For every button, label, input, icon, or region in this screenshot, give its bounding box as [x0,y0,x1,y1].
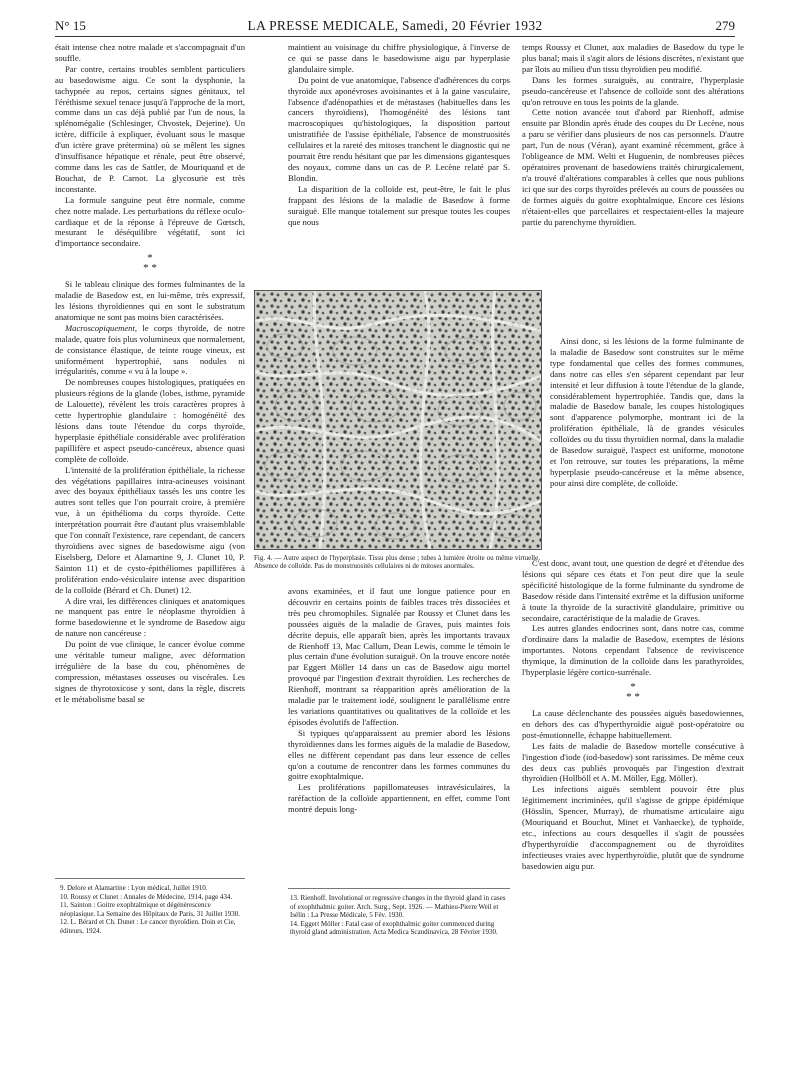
footnote: 12. L. Bérard et Ch. Dunet : Le cancer thyroïdien. Doin et Cie, éditeurs, 1924. [60,918,236,935]
paragraph: Si typiques qu'apparaissent au premier abord les lésions thyroïdiennes dans les formes aiguës de la maladie de Basedow, elles ne diffèrent cependant pas dans leur essence de celles qu'on a coutume de rencontrer dans les formes communes du goitre exophtalmique. [288,727,510,782]
footnote: 13. Rienhoff. Involutional or regressive changes in the thyroid gland in cases of exophthalmic goiter. Arch. Surg., Sept. 1926. — Mathieu-Pierre Weil et Isélin : La Presse Médicale, 5 Fév. 1930. [290,894,506,920]
column-middle-bottom [288,586,510,815]
journal-title: LA PRESSE MEDICALE, Samedi, 20 Février 1932 [247,18,543,33]
page-header [55,16,735,37]
paragraph: temps Roussy et Clunet, aux maladies de Basedow du type le plus banal; mais il s'agit alors de lésions discrètes, n'existant que par îlots au milieu d'un tissu thyroïdien peu modifié. [522,42,744,74]
paragraph: Par contre, certains troubles semblent particuliers au basedowisme aigu. Ce sont la dysphonie, la tachypnée au repos, certains signes génitaux, tel l'éréthisme sexuel tenace jusqu'à l'approche de la mort, comme dans un cas déjà publié par l'un de nous, la splénomégalie (Schlesinger, Chvostek, Dejerine). Un ictère, difficile à expliquer, évoluant sous le masque d'un ictère grave prétermina) où se mêlent les signes d'insuffisance hépatique et rénale, peut être observé, comme dans les cas de Sattler, de Mouriquand et de Bouchat, de P. Carnot. La glycosurie est très inconstante. [55,63,245,194]
footnote: 14. Eggert Möller : Fatal case of exophthalmic goiter commenced during thyroid gland administration. Acta Medica Scandinavica, 28 Février 1930. [290,919,498,937]
paragraph: Les autres glandes endocrines sont, dans notre cas, comme d'ordinaire dans la maladie de Basedow, exemptes de lésions importantes. Notons cependant l'absence de reviviscence thymique, la diminution de la colloïde dans les parathyroïdes, l'hyperplasie légère cortico-surrénale. [522,623,744,678]
paragraph: Du point de vue clinique, le cancer évolue comme une véritable tumeur maligne, avec déformation irrégulière de la base du cou, phénomènes de compression, métastases osseuses ou viscérales. Les signes de thyrotoxicose y sont, dans la règle, discrets et le métabolisme basal se [55,639,245,704]
paragraph: avons examinées, et il faut une longue patience pour en découvrir en certains points de faibles traces très dissociées et très peu chromophiles. Signalée par Roussy et Clunet dans les poussées aiguës de la maladie de Graves, puis maintes fois décrite depuis, elle apparaît bien, après les importants travaux de Rienhoff 13, Mac Callum, Dean Lewis, comme le témoin le plus certain d'une évolution suraiguë. On la trouve encore notée par Eggert Möller 14 dans un cas de Basedow aigu mortel provoqué par l'ingestion d'extrait thyroïdien. Les recherches de Rienhoff, montrant sa réapparition après amélioration de la maladie par le traitement iodé, soulignent le parallélisme entre les variations quantitatives ou qualitatives de la colloïde et les épisodes évolutifs de l'affection. [288,586,510,727]
paragraph: maintient au voisinage du chiffre physiologique, à l'inverse de ce qui se passe dans le basedowisme aigu par hyperplasie glandulaire simple. [288,42,510,74]
paragraph: Ainsi donc, si les lésions de la forme fulminante de la maladie de Basedow sont construites sur le même type fondamental que celles des formes communes, dans notre cas elles s'en séparent cependant par leur intensité et leur diffusion à toute l'étendue de la glande, considérablement hypertrophiée. Tandis que, dans la maladie de Basedow banale, les coupes histologiques sont d'apparence polymorphe, montrant ici de la prolifération épithéliale, là de grandes vésicules colloïdes ou du tissu thyroïdien normal, dans la maladie de Basedow suraiguë, l'aspect est uniforme, monotone et l'on retrouve, sur toutes les préparations, la même hyperplasie pseudo-cancéreuse et la même absence, pour ainsi dire complète, de colloïde. [550,336,744,488]
paragraph: Si le tableau clinique des formes fulminantes de la maladie de Basedow est, en lui-même, très expressif, les lésions thyroïdiennes qui en sont le substratum anatomique ne sont pas moins bien caractérisées. [55,279,245,322]
footnote: 11. Sainton : Goitre exophtalmique et dégénérescence néoplasique. La Semaine des Hôpitaux de Paris, 31 Juillet 1930. [60,901,241,918]
paragraph: C'est donc, avant tout, une question de degré et d'étendue des lésions qui sépare ces états et l'on peut dire que la seule spécificité histologique de la forme fulminante du syndrome de Basedow réside dans l'intensité extrême et la diffusion uniforme à toute la thyroïde de la suractivité glandulaire, primitive ou secondaire, caractéristique de la maladie de Graves. [522,558,744,623]
footnote-rule [55,878,245,879]
paragraph: Du point de vue anatomique, l'absence d'adhérences du corps thyroïde aux aponévroses avoisinantes et à la gaine vasculaire, l'absence d'adénopathies et de métastases (habituelles dans les cancers thyroïdiens), l'homogénéité des lésions tant macroscopiques qu'histologiques, la disposition partout unistratifiée de l'assise épithéliale, l'absence de monstruosités cellulaires et la rareté des mitoses tranchent le diagnostic qui ne pourrait être rendu hésitant que par les dimensions gigantesques des noyaux, comme dans un cas de P. Lecène relaté par S. Blondin. [288,74,510,183]
micrograph-image [255,291,541,549]
section-separator: * * * [143,252,157,275]
paragraph: Cette notion avancée tout d'abord par Rienhoff, admise ensuite par Blondin après étude des coupes du Dr Lecène, nous a paru se vérifier dans plusieurs de nos cas personnels. D'autre part, l'un de nous (Véran), ayant examiné récemment, grâce à l'obligeance de MM. Welti et Huguenin, de nombreuses pièces opératoires provenant de basedowiens traités chirurgicalement, n'a trouvé d'altérations comparables à celles que nous publions ici que sur des corps thyroïdes prélevés au cours de poussées ou de formes aiguës du goitre exophtalmique. Encore ces lésions n'étaient-elles que parcellaires et respectaient-elles la majeure partie du parenchyme thyroïdien. [522,107,744,227]
paragraph: La disparition de la colloïde est, peut-être, le fait le plus frappant des lésions de la maladie de Basedow à forme suraiguë. Elle manque totalement sur presque toutes les coupes que nous [288,183,510,227]
histology-figure [254,290,542,550]
emphasis: Macroscopiquement, [65,322,137,333]
figure-caption: Fig. 4. — Autre aspect de l'hyperplasie. Tissu plus dense ; tubes à lumière étroite ou même virtuelle. Absence de colloïde. Pas de monstruosités cellulaires ni de mitoses anormales. [254,554,540,571]
paragraph: A dire vrai, les différences cliniques et anatomiques ne manquent pas entre le néoplasme thyroïdien à forme basedowienne et le syndrome de Basedow aigu de nature non cancéreuse : [55,595,245,639]
footnote: 10. Roussy et Clunet : Annales de Médecine, 1914, page 434. [60,892,233,901]
paragraph-text: le corps thyroïde, de notre malade, quatre fois plus volumineux que normalement, de consistance élastique, de teinte rouge vineux, est uniformément hypertrophié, sans nodules ni irrégularités, comme « vu à la loupe ». [55,322,245,377]
column-right-lower [522,558,744,872]
paragraph: était intense chez notre malade et s'accompagnait d'un souffle. [55,42,245,63]
paragraph [55,323,245,378]
paragraph: Les infections aiguës semblent pouvoir être plus légitimement incriminées, qu'il s'agisse de grippe épidémique (Hösslin, Spencer, Murray), de rhumatisme articulaire aigu (Mouriquand et Bouchut, Minet et Vanhaecke), de typhoïde, etc., infections au cours desquelles il s'agit de poussées d'hyperthyroïdie d'accompagnement ou de thyroïdites infectieuses vraies avec hyperthyroïdie, plutôt que de syndrome basedowien aigu pur. [522,784,744,871]
footnotes-left [60,884,246,936]
paragraph: La cause déclenchante des poussées aiguës basedowiennes, en dehors des cas d'hyperthyroïdie aiguë post-opératoire ou post-émotionnelle, échappe habituellement. [522,707,744,740]
footnote: 9. Delore et Alamartine : Lyon médical, Juillet 1910. [60,884,208,892]
footnote-rule [288,888,510,889]
footnotes-middle [290,894,510,937]
column-middle-top [288,42,510,227]
paragraph: Les proliférations papillomateuses intravésiculaires, la raréfaction de la colloïde appartiennent, en effet, comme l'ont montré depuis long- [288,782,510,815]
paragraph: L'intensité de la prolifération épithéliale, la richesse des végétations papillaires intra-acineuses voisinant avec des boyaux épithéliaux tassés les uns contre les autres sont telles que l'on pourrait croire, à première vue, à un épithélioma du corps thyroïde. Cette interprétation pourrait être d'autant plus vraisemblable que l'on connaît l'existence, rare cependant, de cancers thyroïdiens avec signes de basedowisme aigu (von Eiselsberg, Delore et Alamartine 9, J. Clunet 10, P. Sainton 11) et de cysto-épithéliomes papillifères à prolifération endo-vésiculaire intense avec disparition de la colloïde (Bérard et Ch. Dunet) 12. [55,464,245,595]
issue-number: N° 15 [55,18,86,33]
column-right [522,42,744,227]
paragraph: De nombreuses coupes histologiques, pratiquées en plusieurs régions de la glande (lobes, isthme, pyramide de Lalouette), révèlent les trois caractères propres à cette hypertrophie glandulaire : homogénéité des lésions dans toute l'étendue du corps thyroïde, hyperplasie épithéliale considérable avec prolifération papillifère et aspect pseudo-cancéreux, absence quasi complète de colloïde. [55,377,245,464]
section-separator: * * * [626,680,640,703]
paragraph: Les faits de maladie de Basedow mortelle consécutive à l'ingestion d'iode (iod-basedow) sont rarissimes. De même ceux des deux cas publiés provoqués par l'ingestion d'extrait thyroïdien (Hollböll et A. M. Möller, Egg. Möller). [522,740,744,784]
paragraph: La formule sanguine peut être normale, comme chez notre malade. Les perturbations du réflexe oculo-cardiaque et de la réponse à l'épreuve de Gœtsch, mesurant le déséquilibre végétatif, sont ici d'importance secondaire. [55,194,245,249]
paragraph: Dans les formes suraiguës, au contraire, l'hyperplasie pseudo-cancéreuse et l'absence de colloïde sont des altérations qu'on retrouve en tous les points de la glande. [522,74,744,107]
page-number: 279 [715,18,735,33]
column-right-wrap [550,336,744,489]
column-left [55,42,245,705]
